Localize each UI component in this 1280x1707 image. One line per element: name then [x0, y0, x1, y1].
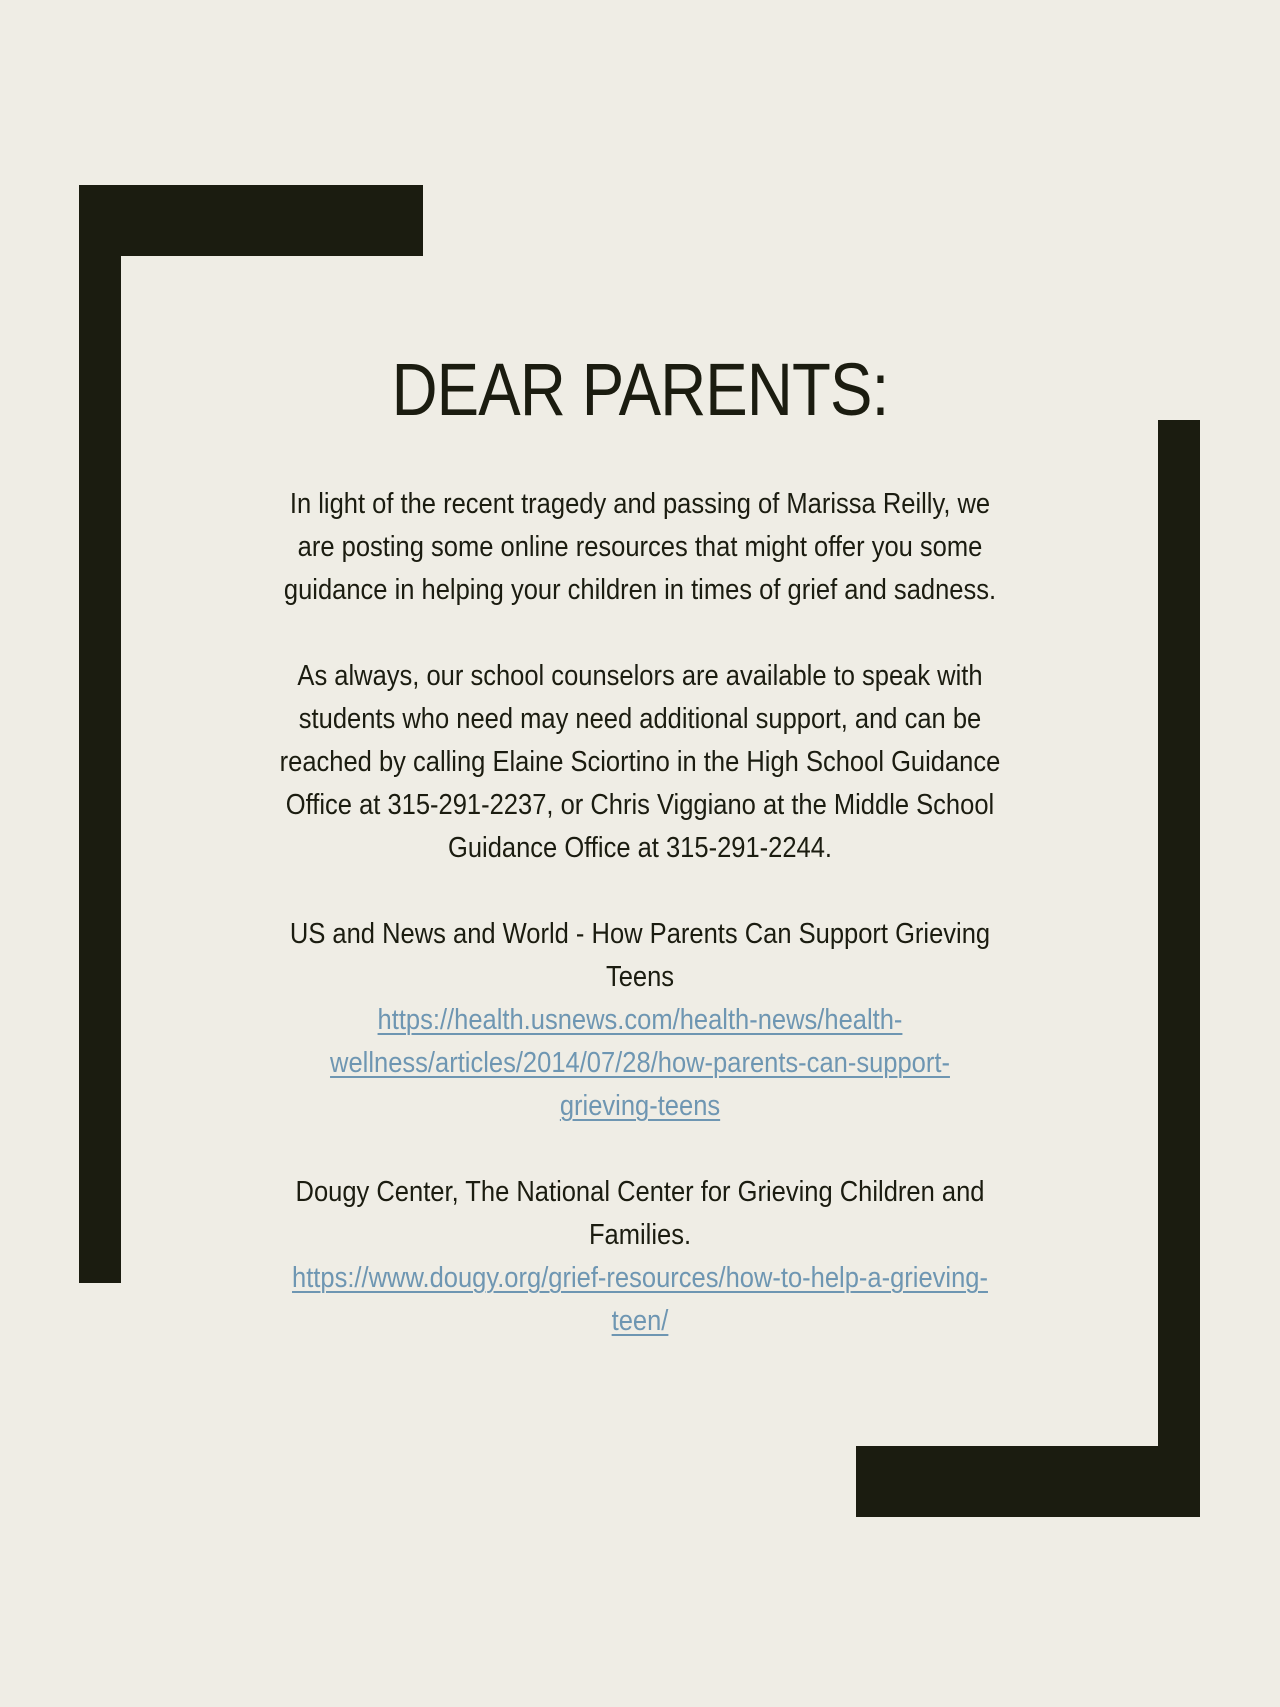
- text-line: As always, our school counselors are available to speak with: [297, 660, 983, 692]
- text-line: Office at 315-291-2237, or Chris Viggiano at the Middle School: [285, 789, 995, 821]
- usnews-link[interactable]: [0, 999, 1280, 1128]
- usnews-link-line[interactable]: wellness/articles/2014/07/28/how-parents-can-support-: [330, 1047, 950, 1079]
- resource-usnews: [0, 913, 1280, 1128]
- frame-top-left-horizontal: [79, 185, 423, 256]
- resource-title-line: Families.: [588, 1219, 692, 1251]
- resource-title-line: US and News and World - How Parents Can Support Grieving: [289, 918, 991, 950]
- resource-title-line: Teens: [605, 961, 675, 993]
- page-title: DEAR PARENTS:: [391, 348, 889, 431]
- text-line: Guidance Office at 315-291-2244.: [447, 832, 833, 864]
- text-line: reached by calling Elaine Sciortino in the High School Guidance: [279, 746, 1001, 778]
- resource-dougy: [0, 1171, 1280, 1343]
- usnews-link-line[interactable]: grieving-teens: [559, 1090, 721, 1122]
- dougy-link-line[interactable]: https://www.dougy.org/grief-resources/how-to-help-a-grieving-: [292, 1262, 988, 1294]
- dougy-link-line[interactable]: teen/: [611, 1305, 669, 1337]
- intro-paragraph: [0, 483, 1280, 612]
- text-line: students who need may need additional support, and can be: [298, 703, 982, 735]
- counselors-paragraph: [0, 655, 1280, 870]
- usnews-link-line[interactable]: https://health.usnews.com/health-news/health-: [377, 1004, 903, 1036]
- frame-bottom-right-horizontal: [856, 1446, 1200, 1517]
- text-line: are posting some online resources that might offer you some: [297, 531, 983, 563]
- letter-body: [0, 483, 1280, 1386]
- text-line: In light of the recent tragedy and passing of Marissa Reilly, we: [289, 488, 991, 520]
- resource-title-line: Dougy Center, The National Center for Grieving Children and: [295, 1176, 985, 1208]
- dougy-link[interactable]: [0, 1257, 1280, 1343]
- text-line: guidance in helping your children in times of grief and sadness.: [283, 574, 997, 606]
